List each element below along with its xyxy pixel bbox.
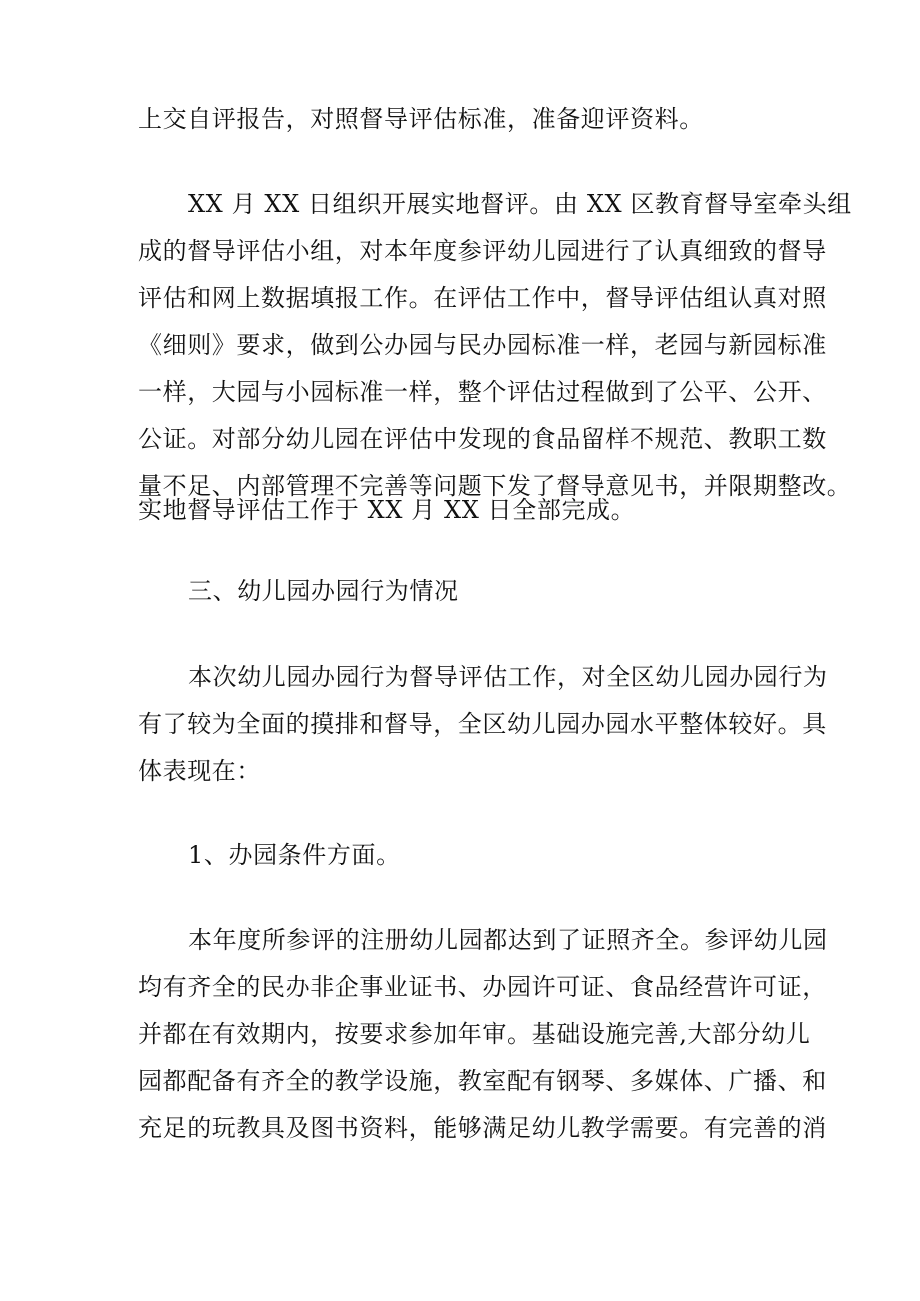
paragraph-line: 上交自评报告，对照督导评估标准，准备迎评资料。 [138,105,704,133]
paragraph-line: 体表现在： [138,757,261,785]
paragraph-line: 《细则》要求，做到公办园与民办园标准一样，老园与新园标准 [138,331,827,359]
subsection-heading: 1、办园条件方面。 [188,841,401,869]
paragraph-line: 实地督导评估工作于 XX 月 XX 日全部完成。 [138,496,636,524]
paragraph-line: 成的督导评估小组，对本年度参评幼儿园进行了认真细致的督导 [138,237,827,265]
paragraph-line: 量不足、内部管理不完善等问题下发了督导意见书，并限期整改。 [138,472,852,500]
paragraph-line: 本年度所参评的注册幼儿园都达到了证照齐全。参评幼儿园 [188,926,828,954]
paragraph-line: 有了较为全面的摸排和督导，全区幼儿园办园水平整体较好。具 [138,710,827,738]
paragraph-line: 并都在有效期内，按要求参加年审。基础设施完善,大部分幼儿 [138,1020,811,1048]
paragraph-line: 评估和网上数据填报工作。在评估工作中，督导评估组认真对照 [138,284,827,312]
paragraph-line: 充足的玩教具及图书资料，能够满足幼儿教学需要。有完善的消 [138,1114,827,1142]
paragraph-line: 公证。对部分幼儿园在评估中发现的食品留样不规范、教职工数 [138,425,827,453]
paragraph-line: 本次幼儿园办园行为督导评估工作，对全区幼儿园办园行为 [188,663,828,691]
paragraph-line: 园都配备有齐全的教学设施，教室配有钢琴、多媒体、广播、和 [138,1067,827,1095]
section-heading: 三、幼儿园办园行为情况 [188,577,459,605]
paragraph-line: 一样，大园与小园标准一样，整个评估过程做到了公平、公开、 [138,378,827,406]
paragraph-line: 均有齐全的民办非企事业证书、办园许可证、食品经营许可证， [138,973,827,1001]
paragraph-line: XX 月 XX 日组织开展实地督评。由 XX 区教育督导室牵头组 [188,190,852,218]
